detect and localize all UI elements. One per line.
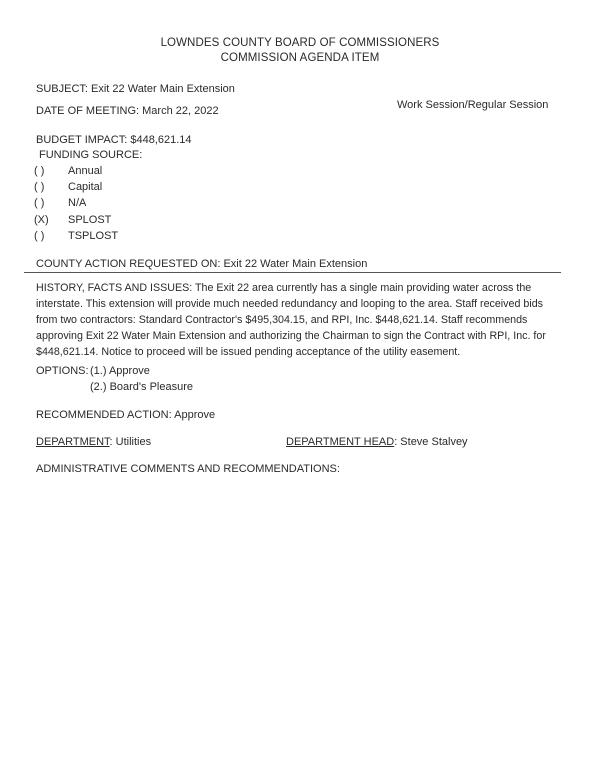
document-subtitle: COMMISSION AGENDA ITEM [220,52,380,64]
budget-impact-value: $448,621.14 [130,134,192,146]
option-number: (1.) [90,365,107,377]
option-number: (2.) [90,381,107,393]
funding-option-label: Capital [68,181,103,193]
history-facts-issues [36,280,576,360]
options-label: OPTIONS: [36,365,89,377]
county-action-label: COUNTY ACTION REQUESTED ON: [36,258,221,270]
funding-option-na [34,198,86,209]
paragraph-line: approving Exit 22 Water Main Extension and authorizing the Chairman to sign the Contract with RPI, Inc. for [36,330,546,342]
paragraph-line: interstate. This extension will provide much needed redundancy and looping to the area. Staff received bids [36,298,543,310]
budget-impact-row [36,135,192,146]
paragraph-line: $448,621.14. Notice to proceed will be issued pending acceptance of the utility easement. [36,346,461,358]
recommended-action-label: RECOMMENDED ACTION: [36,409,172,421]
funding-option-label: SPLOST [68,214,112,226]
department-row [36,437,151,448]
department-value: : Utilities [109,436,152,448]
funding-option-label: Annual [68,165,103,177]
funding-option-label: N/A [68,197,87,209]
checkbox-mark: ( ) [34,230,45,242]
option-item-1 [90,366,150,377]
checkbox-mark: ( ) [34,165,45,177]
budget-impact-label: BUDGET IMPACT: [36,134,128,146]
subject-row [36,84,235,95]
subject-label: SUBJECT: [36,83,88,95]
paragraph-line: from two contractors: Standard Contractor's $495,304.15, and RPI, Inc. $448,621.14. Staff recommends [36,314,528,326]
section-divider [24,272,561,273]
funding-option-splost [34,215,111,226]
option-label: Approve [108,365,150,377]
county-action-row [36,259,367,270]
department-label: DEPARTMENT [36,436,110,448]
subject-value: Exit 22 Water Main Extension [91,83,235,95]
administrative-comments-label: ADMINISTRATIVE COMMENTS AND RECOMMENDATIONS: [36,463,340,475]
document-title: LOWNDES COUNTY BOARD OF COMMISSIONERS [160,37,440,49]
recommended-action-value: Approve [174,409,216,421]
recommended-action-row [36,410,215,421]
meeting-date-value: March 22, 2022 [142,105,219,117]
option-item-2 [90,382,193,393]
funding-option-capital [34,182,102,193]
checkbox-mark-checked: (X) [34,214,49,226]
department-head-label: DEPARTMENT HEAD [286,436,395,448]
session-type: Work Session/Regular Session [397,99,549,111]
paragraph-line: HISTORY, FACTS AND ISSUES: The Exit 22 area currently has a single main providing water across the [36,282,532,294]
county-action-value: Exit 22 Water Main Extension [223,258,368,270]
department-head-row [286,437,468,448]
checkbox-mark: ( ) [34,197,45,209]
meeting-date-label: DATE OF MEETING: [36,105,140,117]
funding-option-label: TSPLOST [68,230,119,242]
option-label: Board's Pleasure [109,381,193,393]
funding-option-tsplost [34,231,118,242]
meeting-date-row [36,106,219,117]
funding-option-annual [34,166,102,177]
department-head-value: : Steve Stalvey [394,436,468,448]
funding-source-label: FUNDING SOURCE: [39,149,143,161]
checkbox-mark: ( ) [34,181,45,193]
